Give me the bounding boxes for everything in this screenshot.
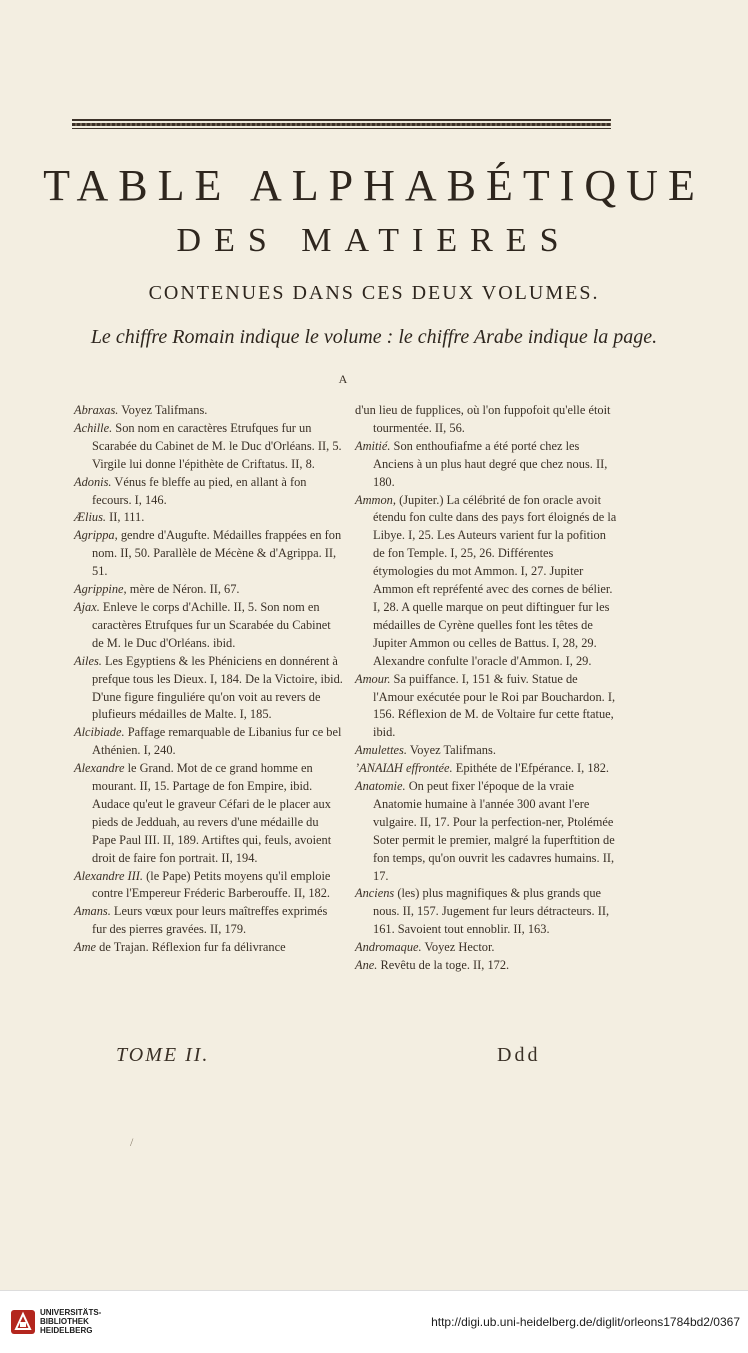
- page-title: TABLE ALPHABÉTIQUE: [43, 161, 705, 210]
- entry-text: II, 111.: [106, 510, 145, 525]
- index-entry: [74, 939, 344, 957]
- entry-text: (Jupiter.) La célébrité de fon oracle avoit étendu fon culte dans des pays fort éloignés de la Libye. I, 25. Les Auteurs varient fur la pofition de fon Temple. I, 25, 26. Différentes étymologies du mot Ammon. I, 27. Jupiter Ammon eft repréfenté avec des cornes de bélier. I, 28. A quelle marque on peut diftinguer fur les médailles de Cyrène quelles font les têtes de Jupiter Ammon ou celles de Battus. I, 28, 29. Alexandre confulte l'oracle d'Ammon. I, 29.: [373, 492, 617, 668]
- entry-headword: Amans.: [74, 904, 111, 919]
- page-url-link[interactable]: http://digi.ub.uni-heidelberg.de/diglit/orleons1784bd2/0367: [431, 1315, 740, 1329]
- index-entry: [355, 492, 617, 671]
- entry-text: Sa puiffance. I, 151 & fuiv. Statue de l'Amour exécutée pour le Roi par Bouchardon. I, 156. Réflexion de M. de Voltaire fur cette ftatue, ibid.: [373, 671, 616, 740]
- entry-headword: Agrippine,: [74, 582, 127, 597]
- index-entry: [355, 671, 617, 743]
- index-entry: [355, 957, 617, 975]
- entry-text: Son nom en caractères Etrufques fur un Scarabée du Cabinet de M. le Duc d'Orléans. II, 5. Virgile lui donne l'épithète de Criftatus. II, 8.: [92, 420, 342, 471]
- entry-headword: Ammon,: [355, 492, 396, 507]
- index-entry: [74, 868, 344, 904]
- entry-text: (le Pape) Petits moyens qu'il emploie contre l'Empereur Fréderic Barberouffe. II, 182.: [92, 868, 331, 901]
- entry-headword: Ajax.: [74, 599, 100, 614]
- index-entry: [355, 742, 617, 760]
- index-entry: [74, 509, 344, 527]
- volume-label: TOME II.: [116, 1044, 210, 1066]
- entry-headword: Abraxas.: [74, 403, 119, 417]
- index-entry: [355, 778, 617, 885]
- left-column: [74, 402, 344, 957]
- entry-text: de Trajan. Réflexion fur fa délivrance: [96, 940, 286, 955]
- entry-text: Leurs vœux pour leurs maîtreffes exprimés fur des pierres gravées. II, 179.: [92, 904, 328, 937]
- entry-headword: Amulettes.: [355, 743, 407, 758]
- entry-headword: Achille.: [74, 420, 113, 435]
- entry-text: Vénus fe bleffe au pied, en allant à fon fecours. I, 146.: [92, 474, 307, 507]
- logo-line2: BIBLIOTHEK: [40, 1317, 89, 1326]
- entry-headword: Alexandre: [74, 761, 125, 776]
- margin-mark: /: [130, 1135, 134, 1149]
- entry-text: Son enthoufiafme a été porté chez les Anciens à un plus haut degré que chez nous. II, 180.: [373, 438, 608, 489]
- university-seal-icon: [10, 1309, 36, 1335]
- index-entry: [74, 653, 344, 725]
- index-entry: [355, 438, 617, 492]
- entry-headword: ʼΑΝΑΙΔΗ effrontée.: [355, 761, 453, 776]
- index-entry: [355, 760, 617, 778]
- entry-text: Voyez Hector.: [421, 940, 495, 955]
- bottom-rule: [72, 128, 611, 129]
- index-entry: [74, 760, 344, 867]
- entry-text: Paffage remarquable de Libanius fur ce bel Athénien. I, 240.: [92, 725, 342, 758]
- entry-text: d'un lieu de fupplices, où l'on fuppofoit qu'elle étoit tourmentée. II, 56.: [355, 403, 611, 435]
- entry-headword: Adonis.: [74, 474, 112, 489]
- entry-headword: Amour.: [355, 671, 391, 686]
- index-entry: [74, 903, 344, 939]
- viewer-bottom-bar: [0, 1290, 748, 1353]
- entry-text: gendre d'Augufte. Médailles frappées en fon nom. II, 50. Parallèle de Mécène & d'Agrippa. II, 51.: [92, 528, 342, 579]
- right-column: [355, 402, 617, 975]
- signature-mark: Ddd: [497, 1044, 541, 1066]
- entry-text: mère de Néron. II, 67.: [126, 582, 240, 597]
- index-entry: [74, 599, 344, 653]
- entry-text: Voyez Talifmans.: [118, 403, 208, 417]
- entry-headword: Anatomie.: [355, 779, 406, 794]
- entry-text: (les) plus magnifiques & plus grands que nous. II, 157. Jugement fur leurs détracteurs. II, 161. Savoient tout ennoblir. II, 163.: [373, 886, 610, 937]
- index-entry: [74, 420, 344, 474]
- entry-headword: Agrippa,: [74, 528, 118, 543]
- page-title-line2: DES MATIERES: [176, 222, 572, 259]
- entry-headword: Alexandre III.: [74, 868, 144, 883]
- entry-headword: Anciens: [355, 886, 395, 901]
- entry-text: Epithéte de l'Efpérance. I, 182.: [452, 761, 610, 776]
- index-entry: [74, 402, 344, 420]
- index-entry: [74, 581, 344, 599]
- entry-text: Les Egyptiens & les Phéniciens en donnérent à prefque tous les Dieux. I, 184. De la Victoire, ibid. D'une figure finguliére qu'on voit au revers de plufieurs médailles de Malte. I, 185.: [92, 653, 343, 722]
- entry-text: Voyez Talifmans.: [406, 743, 496, 758]
- page-subtitle: Le chiffre Romain indique le volume : le chiffre Arabe indique la page.: [90, 326, 658, 348]
- library-logo-text: [40, 1308, 101, 1335]
- index-entry: [74, 474, 344, 510]
- index-entry: [355, 885, 617, 939]
- entry-text: Enleve le corps d'Achille. II, 5. Son nom en caractères Etrufques fur un Scarabée du Cabinet de M. le Duc d'Orléans. ibid.: [92, 599, 331, 650]
- index-entry: [74, 527, 344, 581]
- index-entry: [74, 724, 344, 760]
- entry-headword: Ane.: [355, 958, 378, 973]
- entry-headword: Andromaque.: [355, 940, 422, 955]
- entry-text: Revêtu de la toge. II, 172.: [377, 958, 510, 973]
- index-entry: [355, 939, 617, 957]
- entry-text: On peut fixer l'époque de la vraie Anatomie humaine à l'année 300 avant l'ere vulgaire. II, 17. Pour la perfection-ner, Ptolémée Soter permit le premier, malgré la fuperftition de fon temps, qu'on ouvrit les cadavres humains. II, 17.: [373, 779, 615, 883]
- entry-headword: Amitié.: [355, 438, 391, 453]
- top-rule: [72, 119, 611, 121]
- index-entry: [355, 402, 617, 438]
- ornamental-rule: [72, 123, 611, 126]
- entry-headword: Ælius.: [74, 510, 107, 525]
- section-letter: A: [338, 372, 348, 386]
- logo-line1: UNIVERSITÄTS-: [40, 1308, 102, 1317]
- entry-text: le Grand. Mot de ce grand homme en mourant. II, 15. Partage de fon Empire, ibid. Audace qu'eut le graveur Céfari de le placer aux pieds de Jedduah, au revers d'une médaille du Pape Paul III. II, 189. Artiftes qui, feuls, avoient droit de faire fon portrait. II, 194.: [92, 761, 332, 865]
- entry-headword: Alcibiade.: [74, 725, 125, 740]
- entry-headword: Ame: [74, 940, 97, 955]
- page-title-line3: CONTENUES DANS CES DEUX VOLUMES.: [148, 282, 600, 304]
- entry-headword: Ailes.: [74, 653, 102, 668]
- logo-line3: HEIDELBERG: [40, 1326, 93, 1335]
